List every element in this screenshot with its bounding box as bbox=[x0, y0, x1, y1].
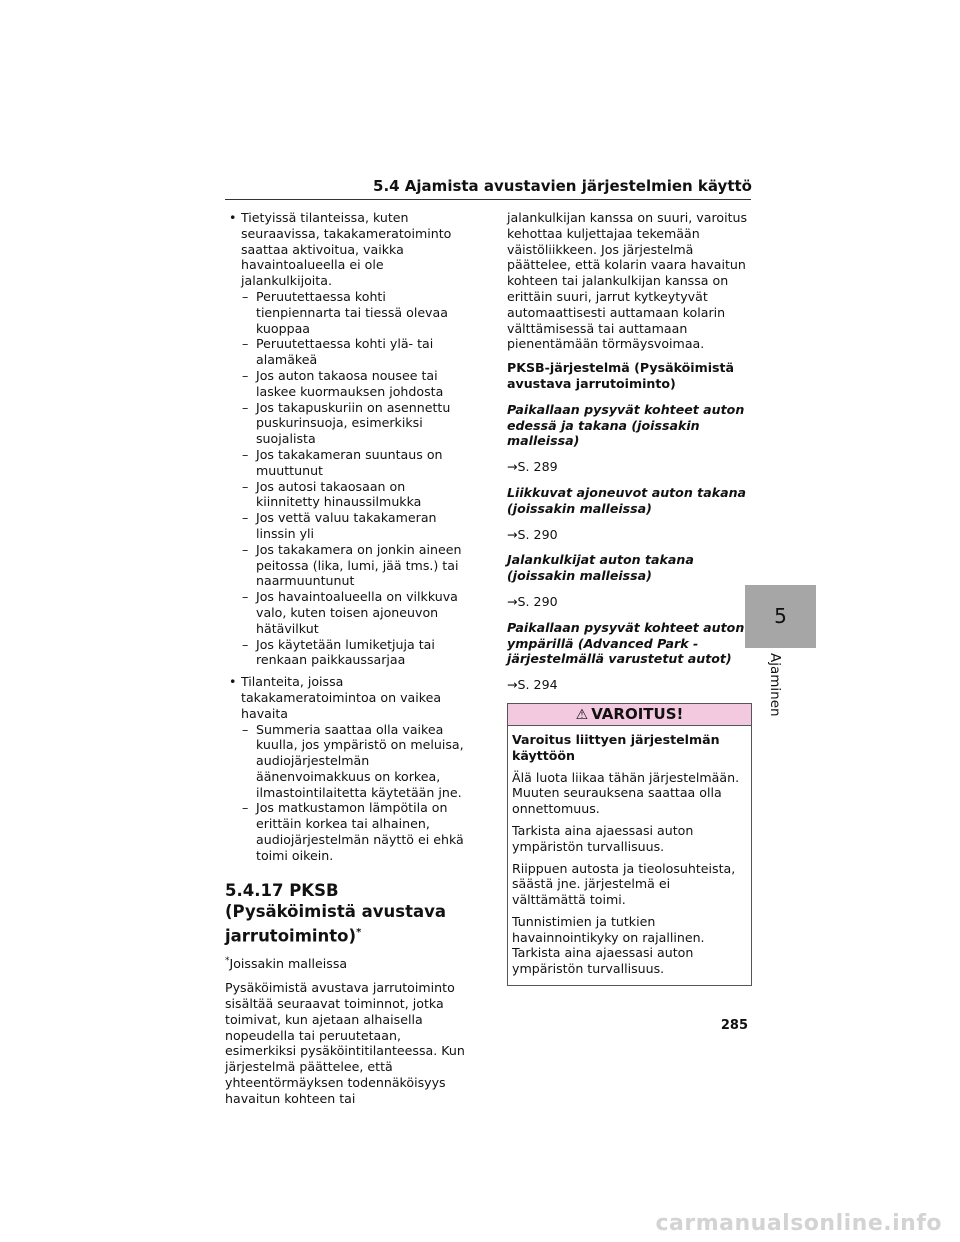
page-reference-link[interactable]: →S. 290 bbox=[507, 526, 558, 542]
intro-continuation: jalankulkijan kanssa on suuri, varoitus kehottaa kuljettajaa tekemään väistöliikkeen. Jos järjestelmä päättelee, että kolarin vaara havaitun kohteen tai jalankulkijan kanssa on erittäin suuri, jarrut kytkeytyvät automaattisesti auttamaan kolarin välttämisessä tai auttamaan pienentämään törmäysvoimaa. bbox=[507, 210, 748, 352]
dash-list bbox=[225, 289, 470, 668]
section-heading-text: 5.4.17 PKSB (Pysäköimistä avustava jarrutoiminto) bbox=[225, 880, 446, 946]
page-number: 285 bbox=[720, 1018, 748, 1033]
warning-paragraph: Riippuen autosta ja tieolosuhteista, säästä jne. järjestelmä ei välttämättä toimi. bbox=[512, 860, 736, 908]
left-column bbox=[225, 210, 470, 1115]
warning-paragraph: Älä luota liikaa tähän järjestelmään. Muuten seurauksena saattaa olla onnettomuus. bbox=[512, 769, 740, 817]
dash-item: – Summeria saattaa olla vaikea kuulla, jos ympäristö on meluisa, audiojärjestelmän äänenvoimakkuus on korkea, ilmastointilaitetta käytetään jne. bbox=[225, 722, 470, 801]
header-divider bbox=[225, 199, 751, 200]
dash-item: – Jos autosi takaosaan on kiinnitetty hinaussilmukka bbox=[225, 479, 470, 511]
feature-title: Paikallaan pysyvät kohteet auton ympärillä (Advanced Park -järjestelmällä varustetut autot) bbox=[507, 619, 745, 667]
warning-title: Varoitus liittyen järjestelmän käyttöön bbox=[512, 731, 720, 763]
dash-item: – Jos auton takaosa nousee tai laskee kuormauksen johdosta bbox=[225, 368, 470, 400]
chapter-number: 5 bbox=[774, 604, 787, 628]
dash-item: – Peruutettaessa kohti tienpiennarta tai tiessä olevaa kuoppaa bbox=[225, 289, 470, 336]
right-column bbox=[507, 210, 752, 986]
warning-paragraph: Tarkista aina ajaessasi auton ympäristön turvallisuus. bbox=[512, 822, 694, 854]
dash-item: – Jos matkustamon lämpötila on erittäin korkea tai alhainen, audiojärjestelmän näyttö ei ehkä toimi oikein. bbox=[225, 800, 470, 863]
subheading: PKSB-järjestelmä (Pysäköimistä avustava jarrutoiminto) bbox=[507, 360, 735, 391]
footnote bbox=[225, 954, 470, 972]
bullet-item: • Tilanteita, joissa takakameratoimintoa on vaikea havaita bbox=[225, 674, 470, 721]
dash-list bbox=[225, 722, 470, 864]
warning-label: VAROITUS! bbox=[591, 704, 684, 723]
footnote-text: Joissakin malleissa bbox=[229, 956, 348, 972]
dash-item: – Peruutettaessa kohti ylä- tai alamäkeä bbox=[225, 336, 470, 368]
warning-triangle-icon: ⚠ bbox=[575, 706, 589, 723]
chapter-label: Ajaminen bbox=[767, 653, 783, 717]
chapter-tab[interactable] bbox=[745, 585, 816, 648]
page-reference-link[interactable]: →S. 294 bbox=[507, 677, 558, 693]
warning-paragraph: Tunnistimien ja tutkien havainnointikyky on rajallinen. Tarkista aina ajaessasi auton ympäristön turvallisuus. bbox=[512, 913, 705, 977]
intro-paragraph: Pysäköimistä avustava jarrutoiminto sisältää seuraavat toiminnot, jotka toimivat, kun ajetaan alhaisella nopeudella tai peruutetaan, esimerkiksi pysäköintitilanteessa. Kun järjestelmä päättelee, että yhteentörmäyksen todennäköisyys havaitun kohteen tai bbox=[225, 980, 465, 1106]
dash-item: – Jos takapuskuriin on asennettu puskurinsuoja, esimerkiksi suojalista bbox=[225, 400, 470, 447]
feature-title: Liikkuvat ajoneuvot auton takana (joissakin malleissa) bbox=[507, 484, 747, 516]
page-header-title: 5.4 Ajamista avustavien järjestelmien käyttö bbox=[373, 177, 752, 195]
warning-box bbox=[507, 703, 752, 986]
dash-item: – Jos vettä valuu takakameran linssin yli bbox=[225, 510, 470, 542]
bullet-item: • Tietyissä tilanteissa, kuten seuraavissa, takakameratoiminto saattaa aktivoitua, vaikka havaintoalueella ei ole jalankulkijoita. bbox=[225, 210, 470, 289]
dash-item: – Jos havaintoalueella on vilkkuva valo, kuten toisen ajoneuvon hätävilkut bbox=[225, 589, 470, 636]
section-heading bbox=[225, 880, 470, 947]
warning-header bbox=[508, 704, 751, 726]
footnote-mark: * bbox=[225, 956, 230, 967]
page-reference-link[interactable]: →S. 289 bbox=[507, 459, 558, 475]
feature-title: Paikallaan pysyvät kohteet auton edessä ja takana (joissakin malleissa) bbox=[507, 401, 745, 449]
dash-item: – Jos takakamera on jonkin aineen peitossa (lika, lumi, jää tms.) tai naarmuuntunut bbox=[225, 542, 470, 589]
page-reference-link[interactable]: →S. 290 bbox=[507, 593, 558, 609]
warning-body bbox=[508, 726, 751, 985]
section-footnote-mark: * bbox=[356, 926, 362, 938]
watermark: carmanualsonline.info bbox=[655, 1211, 942, 1236]
feature-title: Jalankulkijat auton takana (joissakin malleissa) bbox=[507, 552, 694, 584]
dash-item: – Jos takakameran suuntaus on muuttunut bbox=[225, 447, 470, 479]
dash-item: – Jos käytetään lumiketjuja tai renkaan paikkaussarjaa bbox=[225, 637, 470, 669]
